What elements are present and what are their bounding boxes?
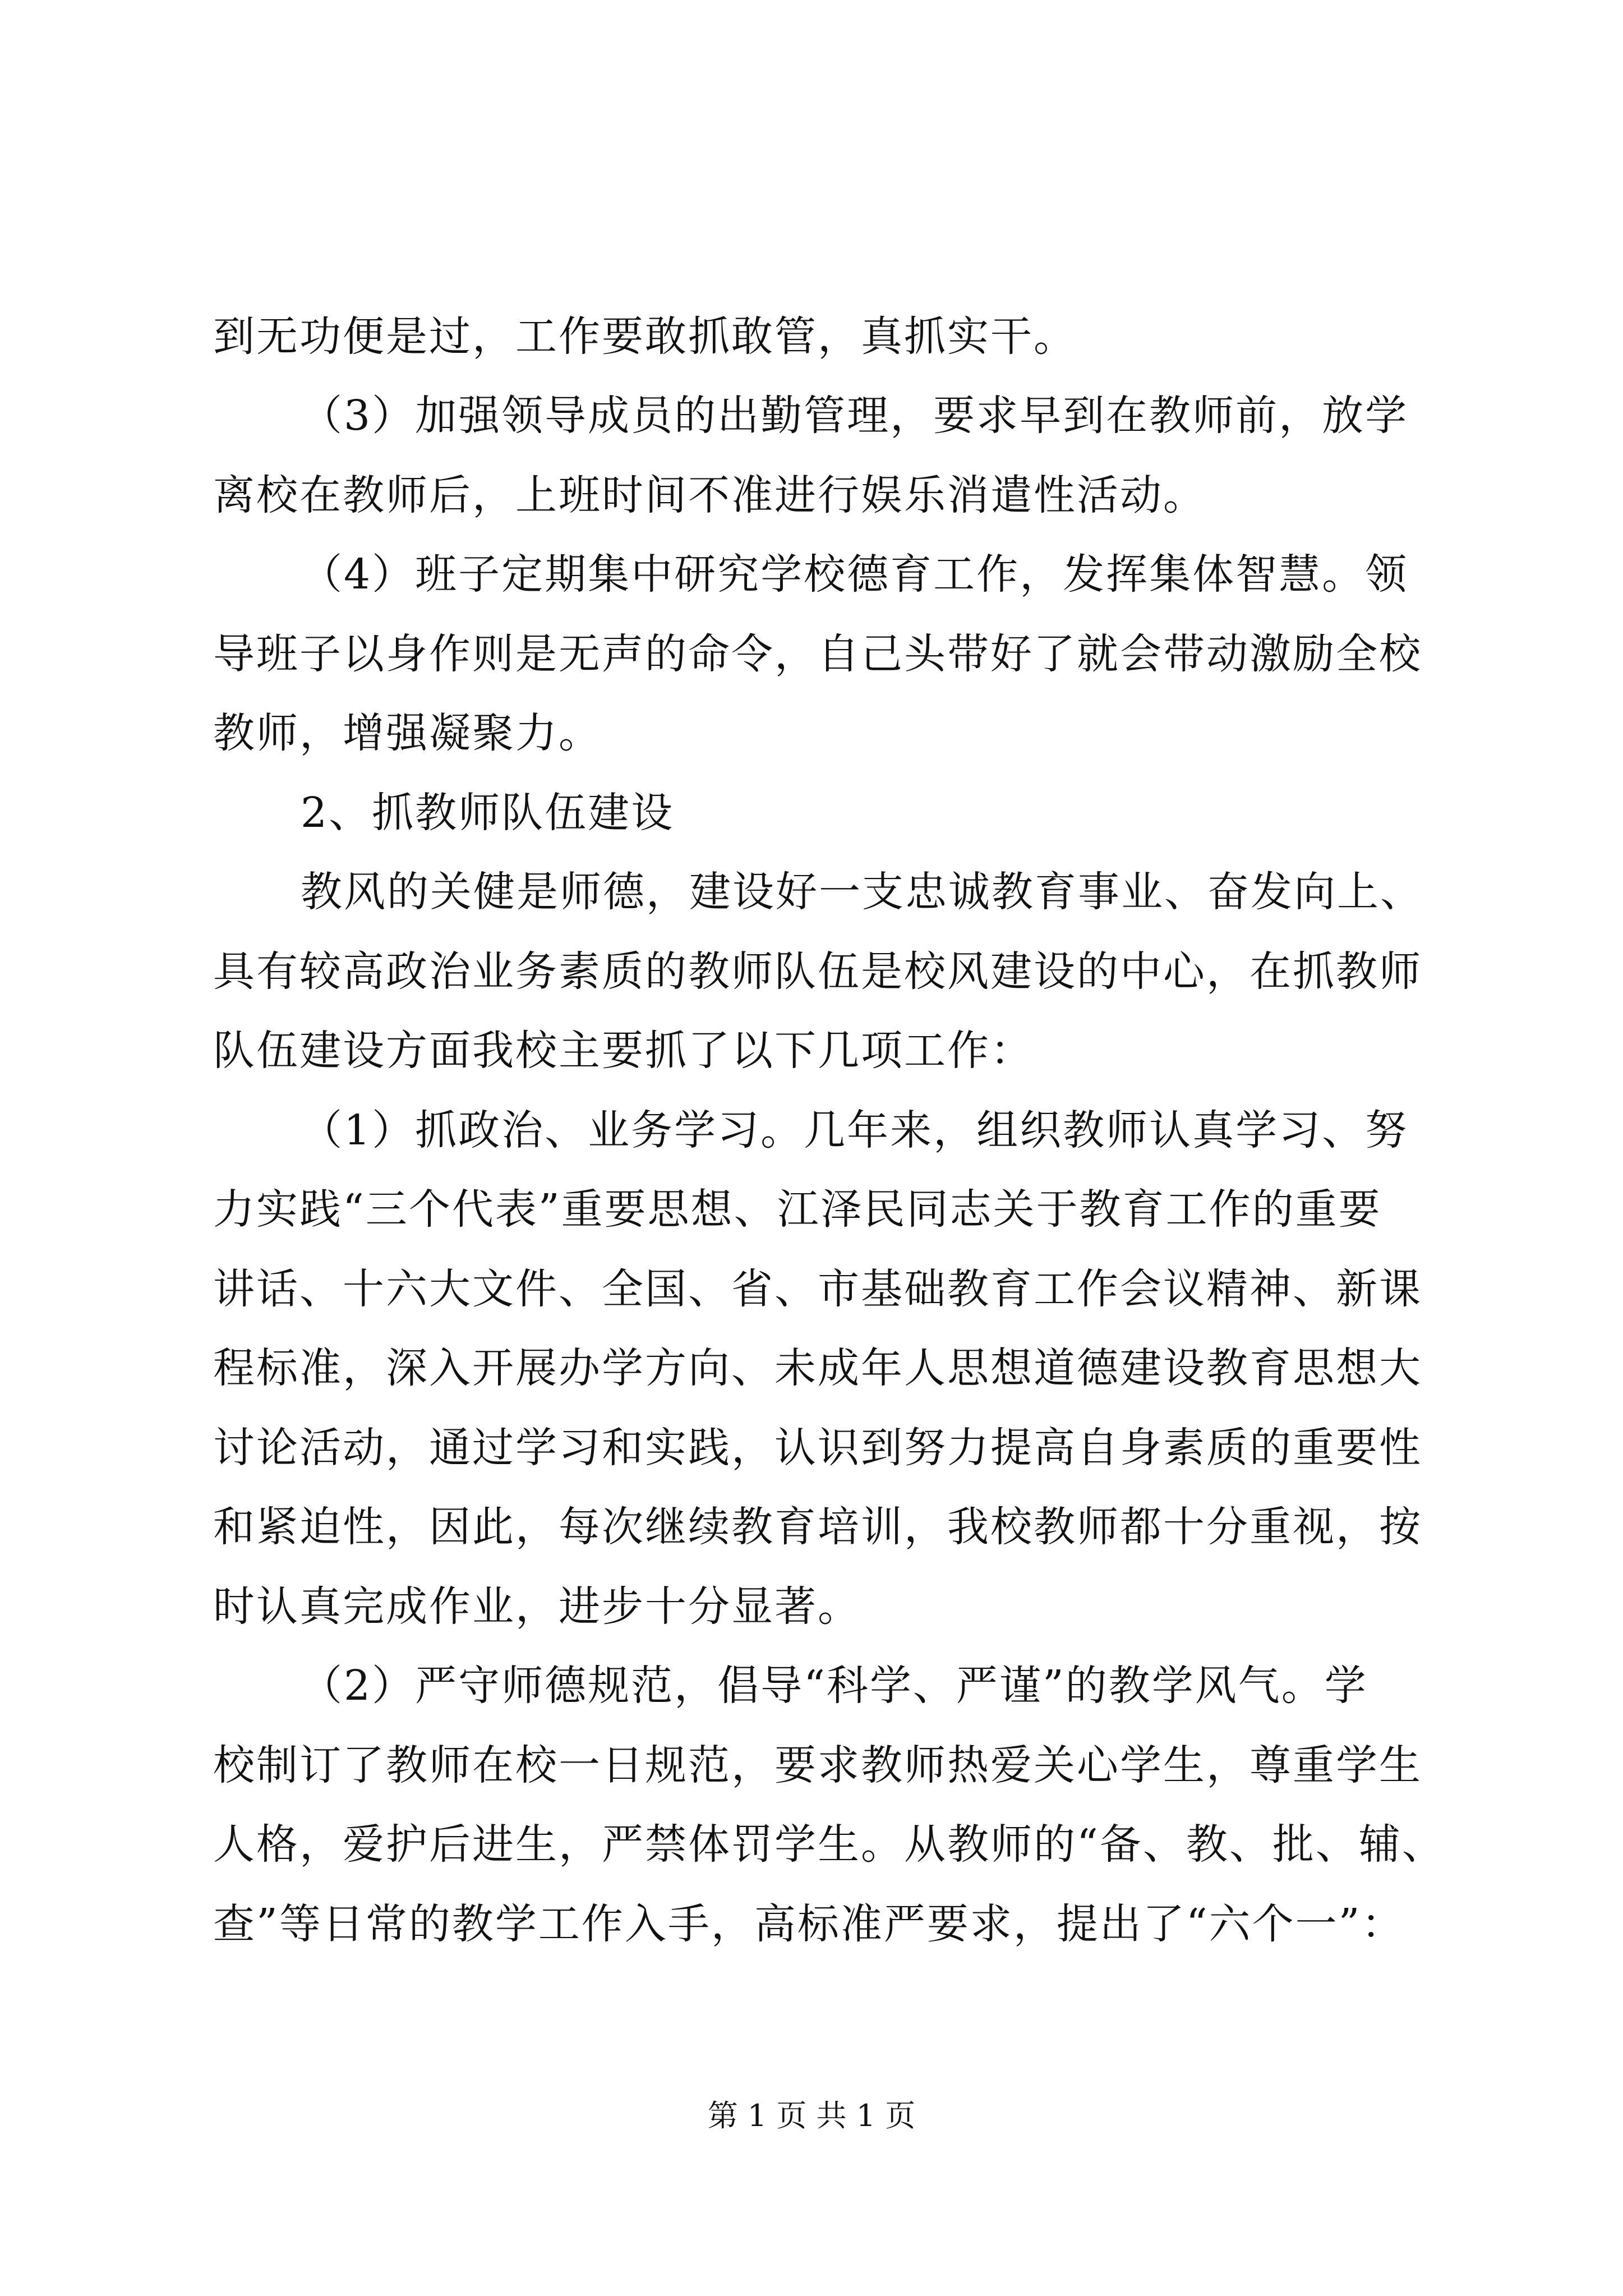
text-line: 导班子以身作则是无声的命令，自己头带好了就会带动激励全校 — [213, 630, 1422, 678]
text-line: 教风的关健是师德，建设好一支忠诚教育事业、奋发向上、 — [301, 868, 1423, 916]
text-line: 讲话、十六大文件、全国、省、市基础教育工作会议精神、新课 — [213, 1265, 1422, 1313]
text-line: 教师，增强凝聚力。 — [213, 709, 602, 757]
text-line: 到无功便是过，工作要敢抓敢管，真抓实干。 — [213, 312, 1077, 361]
text-line: 校制订了教师在校一日规范，要求教师热爱关心学生，尊重学生 — [213, 1741, 1422, 1789]
text-line: 讨论活动，通过学习和实践，认识到努力提高自身素质的重要性 — [213, 1424, 1422, 1472]
text-line: 队伍建设方面我校主要抓了以下几项工作： — [213, 1027, 1034, 1075]
page-number-footer: 第 1 页 共 1 页 — [707, 2098, 916, 2133]
text-line: 力实践“三个代表”重要思想、江泽民同志关于教育工作的重要 — [213, 1185, 1382, 1234]
section-heading: 2、抓教师队伍建设 — [301, 789, 675, 837]
text-line: 和紧迫性，因此，每次继续教育培训，我校教师都十分重视，按 — [213, 1503, 1422, 1551]
text-line: （3）加强领导成员的出勤管理，要求早到在教师前，放学 — [301, 392, 1409, 440]
text-line: （2）严守师德规范，倡导“科学、严谨”的教学风气。学 — [301, 1662, 1368, 1710]
text-line: 程标准，深入开展办学方向、未成年人思想道德建设教育思想大 — [213, 1344, 1422, 1392]
text-line: 时认真完成作业，进步十分显著。 — [213, 1582, 861, 1631]
text-line: 具有较高政治业务素质的教师队伍是校风建设的中心，在抓教师 — [213, 947, 1422, 996]
text-line: 查”等日常的教学工作入手，高标准严要求，提出了“六个一”： — [213, 1900, 1405, 1948]
text-line: （4）班子定期集中研究学校德育工作，发挥集体智慧。领 — [301, 550, 1409, 599]
text-line: 人格，爱护后进生，严禁体罚学生。从教师的“备、教、批、辅、 — [213, 1820, 1445, 1869]
text-line: 离校在教师后，上班时间不准进行娱乐消遣性活动。 — [213, 471, 1206, 519]
text-line: （1）抓政治、业务学习。几年来，组织教师认真学习、努 — [301, 1106, 1409, 1154]
